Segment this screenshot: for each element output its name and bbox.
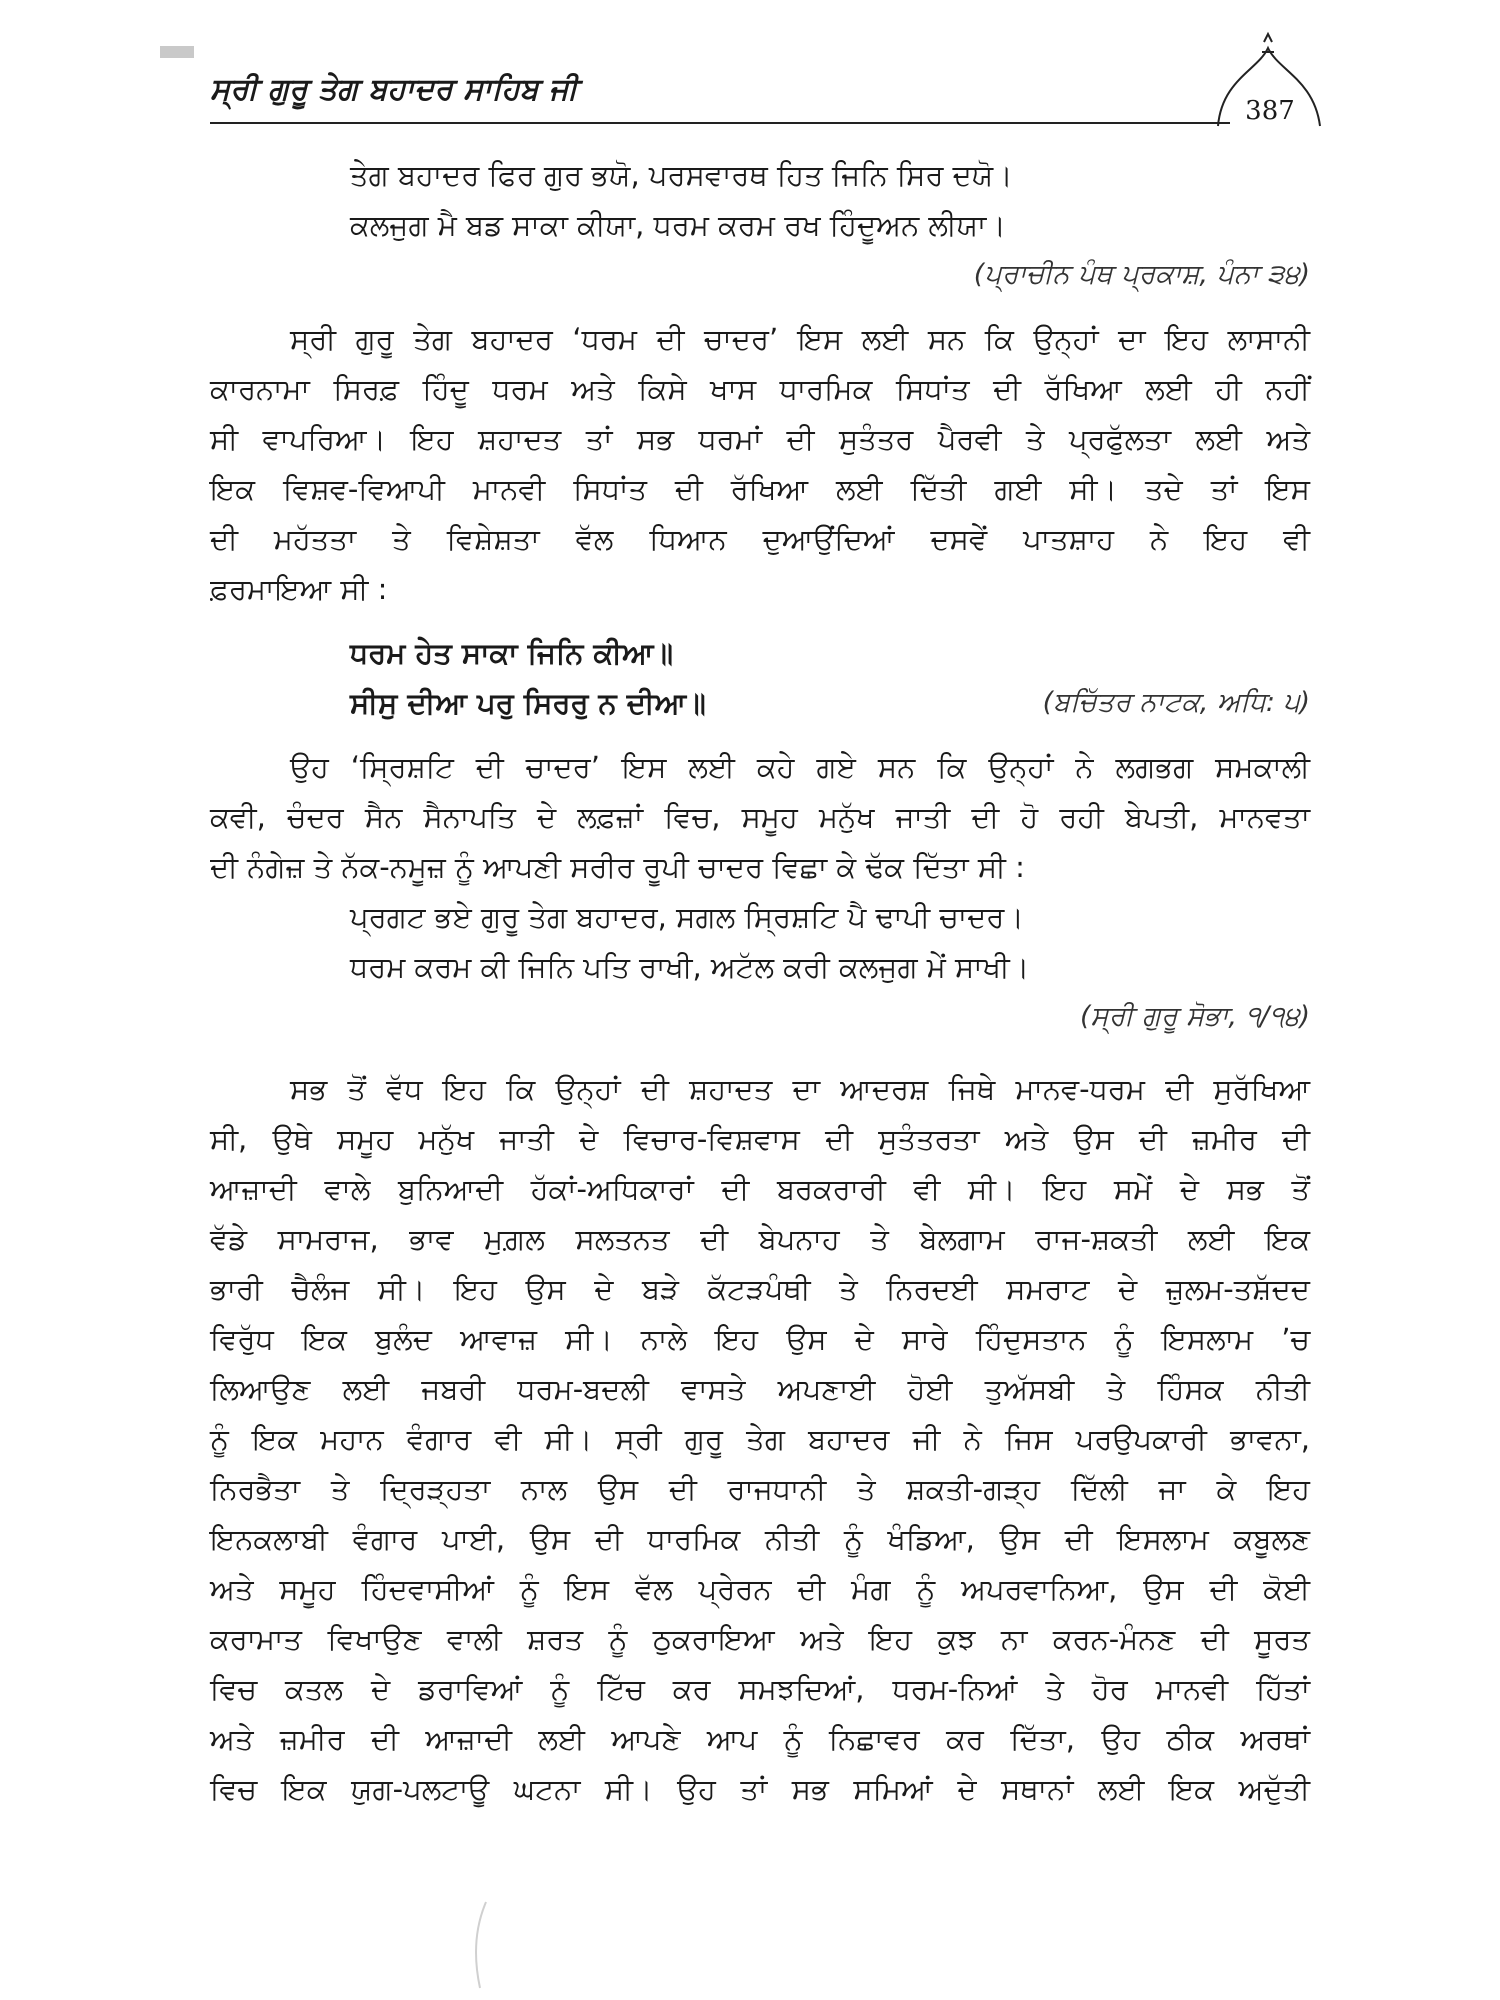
paragraph-line: ਨੂੰ ਇਕ ਮਹਾਨ ਵੰਗਾਰ ਵੀ ਸੀ। ਸ੍ਰੀ ਗੁਰੂ ਤੇਗ ਬਹਾਦਰ ਜੀ ਨੇ ਜਿਸ ਪਰਉਪਕਾਰੀ ਭਾਵਨਾ,: [210, 1422, 1310, 1456]
verse-block-2: [210, 628, 1310, 728]
paragraph-line: ਸੀ ਵਾਪਰਿਆ। ਇਹ ਸ਼ਹਾਦਤ ਤਾਂ ਸਭ ਧਰਮਾਂ ਦੀ ਸੁਤੰਤਰ ਪੈਰਵੀ ਤੇ ਪ੍ਰਫੁੱਲਤਾ ਲਈ ਅਤੇ: [210, 422, 1310, 456]
page-number-badge: [1208, 30, 1332, 130]
verse-line: ਧਰਮ ਹੇਤ ਸਾਕਾ ਜਿਨਿ ਕੀਆ॥: [350, 636, 674, 670]
paragraph-line: ਵਿਚ ਇਕ ਯੁਗ-ਪਲਟਾਊ ਘਟਨਾ ਸੀ। ਉਹ ਤਾਂ ਸਭ ਸਮਿਆਂ ਦੇ ਸਥਾਨਾਂ ਲਈ ਇਕ ਅਦੁੱਤੀ: [210, 1772, 1310, 1806]
paragraph-line: ਵਿਚ ਕਤਲ ਦੇ ਡਰਾਵਿਆਂ ਨੂੰ ਟਿੱਚ ਕਰ ਸਮਝਦਿਆਂ, ਧਰਮ-ਨਿਆਂ ਤੇ ਹੋਰ ਮਾਨਵੀ ਹਿੱਤਾਂ: [210, 1672, 1310, 1706]
verse-line: ਸੀਸੁ ਦੀਆ ਪਰੁ ਸਿਰਰੁ ਨ ਦੀਆ॥: [350, 686, 706, 720]
paragraph-line: ਸਭ ਤੋਂ ਵੱਧ ਇਹ ਕਿ ਉਨ੍ਹਾਂ ਦੀ ਸ਼ਹਾਦਤ ਦਾ ਆਦਰਸ਼ ਜਿਥੇ ਮਾਨਵ-ਧਰਮ ਦੀ ਸੁਰੱਖਿਆ: [290, 1072, 1310, 1106]
page-number: 387: [1245, 96, 1295, 126]
paragraph-line: ਕਵੀ, ਚੰਦਰ ਸੈਨ ਸੈਨਾਪਤਿ ਦੇ ਲਫ਼ਜ਼ਾਂ ਵਿਚ, ਸਮੂਹ ਮਨੁੱਖ ਜਾਤੀ ਦੀ ਹੋ ਰਹੀ ਬੇਪਤੀ, ਮਾਨਵਤਾ: [210, 800, 1310, 834]
paragraph-line: ਸੀ, ਉਥੇ ਸਮੂਹ ਮਨੁੱਖ ਜਾਤੀ ਦੇ ਵਿਚਾਰ-ਵਿਸ਼ਵਾਸ ਦੀ ਸੁਤੰਤਰਤਾ ਅਤੇ ਉਸ ਦੀ ਜ਼ਮੀਰ ਦੀ: [210, 1122, 1310, 1156]
paragraph-line: ਕਾਰਨਾਮਾ ਸਿਰਫ਼ ਹਿੰਦੂ ਧਰਮ ਅਤੇ ਕਿਸੇ ਖਾਸ ਧਾਰਮਿਕ ਸਿਧਾਂਤ ਦੀ ਰੱਖਿਆ ਲਈ ਹੀ ਨਹੀਂ: [210, 372, 1310, 406]
scan-corner-mark: [160, 46, 194, 58]
paragraph-line: ਕਰਾਮਾਤ ਵਿਖਾਉਣ ਵਾਲੀ ਸ਼ਰਤ ਨੂੰ ਠੁਕਰਾਇਆ ਅਤੇ ਇਹ ਕੁਝ ਨਾ ਕਰਨ-ਮੰਨਣ ਦੀ ਸੂਰਤ: [210, 1622, 1310, 1656]
verse-line: ਧਰਮ ਕਰਮ ਕੀ ਜਿਨਿ ਪਤਿ ਰਾਖੀ, ਅਟੱਲ ਕਰੀ ਕਲਜੁਗ ਮੇਂ ਸਾਖੀ।: [350, 950, 1030, 984]
paragraph-line: ਅਤੇ ਸਮੂਹ ਹਿੰਦਵਾਸੀਆਂ ਨੂੰ ਇਸ ਵੱਲ ਪ੍ਰੇਰਨ ਦੀ ਮੰਗ ਨੂੰ ਅਪਰਵਾਨਿਆ, ਉਸ ਦੀ ਕੋਈ: [210, 1572, 1310, 1606]
paragraph-line: ਭਾਰੀ ਚੈਲੰਜ ਸੀ। ਇਹ ਉਸ ਦੇ ਬੜੇ ਕੱਟੜਪੰਥੀ ਤੇ ਨਿਰਦਈ ਸਮਰਾਟ ਦੇ ਜ਼ੁਲਮ-ਤਸ਼ੱਦਦ: [210, 1272, 1310, 1306]
page-curl-mark: [470, 1900, 490, 1990]
verse-line: ਪ੍ਰਗਟ ਭਏ ਗੁਰੂ ਤੇਗ ਬਹਾਦਰ, ਸਗਲ ਸ੍ਰਿਸ਼ਟਿ ਪੈ ਢਾਪੀ ਚਾਦਰ।: [350, 900, 1024, 934]
header-rule: [210, 122, 1230, 124]
verse-citation: (ਸ੍ਰੀ ਗੁਰੂ ਸੋਭਾ, ੧/੧੪): [1079, 1001, 1310, 1032]
paragraph-line: ਲਿਆਉਣ ਲਈ ਜਬਰੀ ਧਰਮ-ਬਦਲੀ ਵਾਸਤੇ ਅਪਣਾਈ ਹੋਈ ਤੁਅੱਸਬੀ ਤੇ ਹਿੰਸਕ ਨੀਤੀ: [210, 1372, 1310, 1406]
paragraph-line: ਉਹ ‘ਸ੍ਰਿਸ਼ਟਿ ਦੀ ਚਾਦਰ’ ਇਸ ਲਈ ਕਹੇ ਗਏ ਸਨ ਕਿ ਉਨ੍ਹਾਂ ਨੇ ਲਗਭਗ ਸਮਕਾਲੀ: [290, 750, 1310, 784]
verse-block-3: [210, 892, 1310, 1042]
paragraph-line: ਵੱਡੇ ਸਾਮਰਾਜ, ਭਾਵ ਮੁਗ਼ਲ ਸਲਤਨਤ ਦੀ ਬੇਪਨਾਹ ਤੇ ਬੇਲਗਾਮ ਰਾਜ-ਸ਼ਕਤੀ ਲਈ ਇਕ: [210, 1222, 1310, 1256]
running-header: [210, 72, 1320, 128]
paragraph-line: ਅਤੇ ਜ਼ਮੀਰ ਦੀ ਆਜ਼ਾਦੀ ਲਈ ਆਪਣੇ ਆਪ ਨੂੰ ਨਿਛਾਵਰ ਕਰ ਦਿੱਤਾ, ਉਹ ਠੀਕ ਅਰਥਾਂ: [210, 1722, 1310, 1756]
verse-citation: (ਪ੍ਰਾਚੀਨ ਪੰਥ ਪ੍ਰਕਾਸ਼, ਪੰਨਾ ੩੪): [973, 259, 1310, 290]
paragraph-line: ਇਕ ਵਿਸ਼ਵ-ਵਿਆਪੀ ਮਾਨਵੀ ਸਿਧਾਂਤ ਦੀ ਰੱਖਿਆ ਲਈ ਦਿੱਤੀ ਗਈ ਸੀ। ਤਦੇ ਤਾਂ ਇਸ: [210, 472, 1310, 506]
paragraph-line: ਦੀ ਮਹੱਤਤਾ ਤੇ ਵਿਸ਼ੇਸ਼ਤਾ ਵੱਲ ਧਿਆਨ ਦੁਆਉਂਦਿਆਂ ਦਸਵੇਂ ਪਾਤਸ਼ਾਹ ਨੇ ਇਹ ਵੀ: [210, 522, 1310, 556]
verse-line-with-citation: [210, 678, 1310, 728]
running-title: ਸ੍ਰੀ ਗੁਰੂ ਤੇਗ ਬਹਾਦਰ ਸਾਹਿਬ ਜੀ: [210, 72, 578, 107]
paragraph-line: ਸ੍ਰੀ ਗੁਰੂ ਤੇਗ ਬਹਾਦਰ ‘ਧਰਮ ਦੀ ਚਾਦਰ’ ਇਸ ਲਈ ਸਨ ਕਿ ਉਨ੍ਹਾਂ ਦਾ ਇਹ ਲਾਸਾਨੀ: [290, 322, 1310, 356]
verse-line: ਕਲਜੁਗ ਮੈ ਬਡ ਸਾਕਾ ਕੀਯਾ, ਧਰਮ ਕਰਮ ਰਖ ਹਿੰਦੂਅਨ ਲੀਯਾ।: [350, 208, 1006, 242]
verse-line: ਤੇਗ ਬਹਾਦਰ ਫਿਰ ਗੁਰ ਭਯੋ, ਪਰਸਵਾਰਥ ਹਿਤ ਜਿਨਿ ਸਿਰ ਦਯੋ।: [350, 158, 1013, 192]
paragraph-line: ਇਨਕਲਾਬੀ ਵੰਗਾਰ ਪਾਈ, ਉਸ ਦੀ ਧਾਰਮਿਕ ਨੀਤੀ ਨੂੰ ਖੰਡਿਆ, ਉਸ ਦੀ ਇਸਲਾਮ ਕਬੂਲਣ: [210, 1522, 1310, 1556]
verse-block-1: [210, 150, 1310, 300]
paragraph-3: [210, 1064, 1310, 1814]
paragraph-line: ਆਜ਼ਾਦੀ ਵਾਲੇ ਬੁਨਿਆਦੀ ਹੱਕਾਂ-ਅਧਿਕਾਰਾਂ ਦੀ ਬਰਕਰਾਰੀ ਵੀ ਸੀ। ਇਹ ਸਮੇਂ ਦੇ ਸਭ ਤੋਂ: [210, 1172, 1310, 1206]
paragraph-line: ਵਿਰੁੱਧ ਇਕ ਬੁਲੰਦ ਆਵਾਜ਼ ਸੀ। ਨਾਲੇ ਇਹ ਉਸ ਦੇ ਸਾਰੇ ਹਿੰਦੁਸਤਾਨ ਨੂੰ ਇਸਲਾਮ ’ਚ: [210, 1322, 1310, 1356]
page-body: [210, 150, 1310, 1814]
verse-citation: (ਬਚਿੱਤਰ ਨਾਟਕ, ਅਧਿ: ੫): [1042, 687, 1310, 718]
paragraph-line: ਨਿਰਭੈਤਾ ਤੇ ਦ੍ਰਿੜ੍ਹਤਾ ਨਾਲ ਉਸ ਦੀ ਰਾਜਧਾਨੀ ਤੇ ਸ਼ਕਤੀ-ਗੜ੍ਹ ਦਿੱਲੀ ਜਾ ਕੇ ਇਹ: [210, 1472, 1310, 1506]
paragraph-line: ਫ਼ਰਮਾਇਆ ਸੀ :: [210, 572, 388, 606]
paragraph-2: [210, 742, 1310, 892]
paragraph-line: ਦੀ ਨੰਗੇਜ਼ ਤੇ ਨੱਕ-ਨਮੂਜ਼ ਨੂੰ ਆਪਣੀ ਸਰੀਰ ਰੂਪੀ ਚਾਦਰ ਵਿਛਾ ਕੇ ਢੱਕ ਦਿੱਤਾ ਸੀ :: [210, 850, 1025, 884]
paragraph-1: [210, 314, 1310, 614]
